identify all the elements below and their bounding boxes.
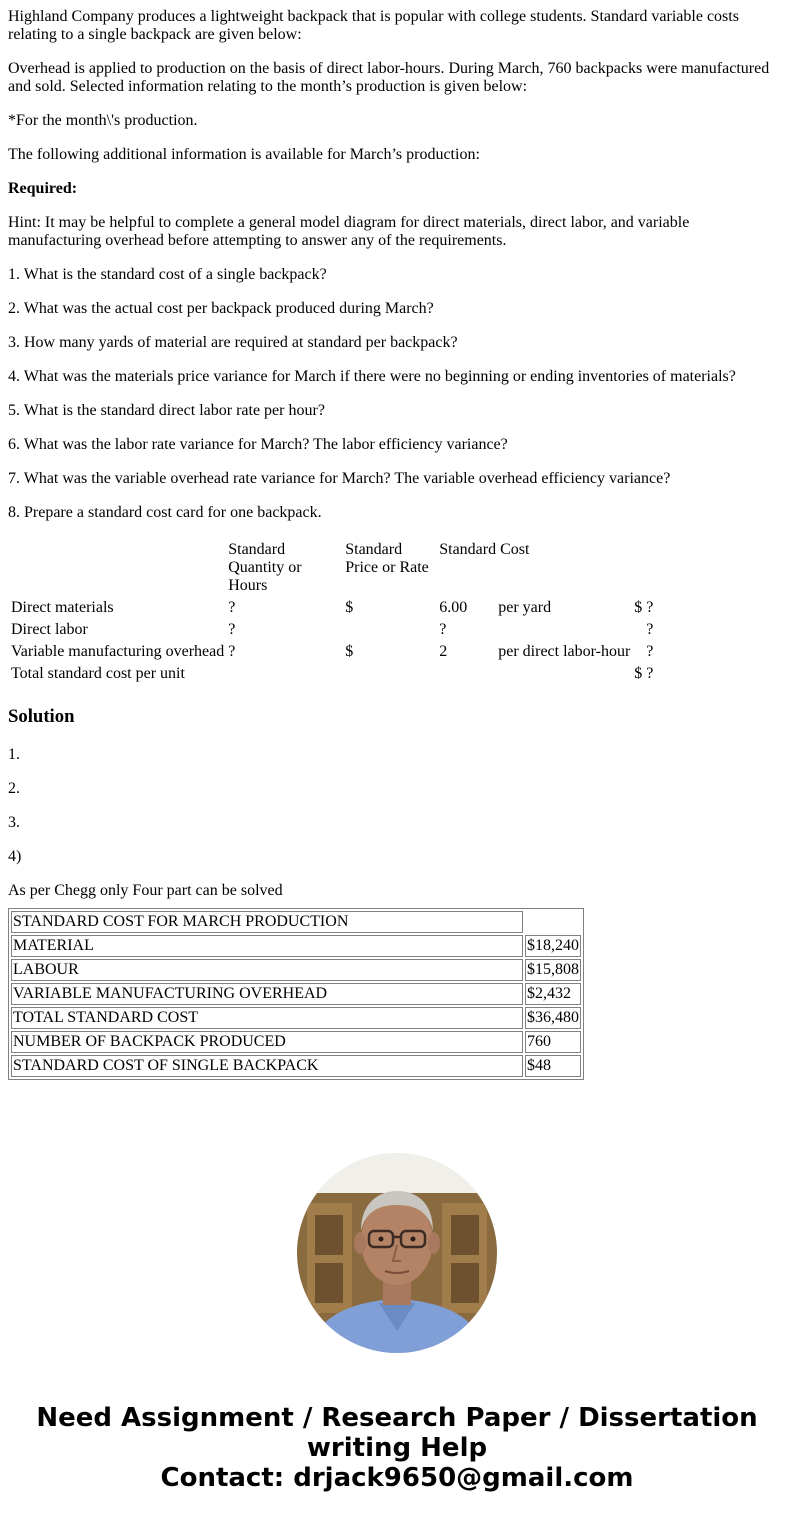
answer-3: 3. [8, 814, 20, 831]
question-6: 6. What was the labor rate variance for March? The labor efficiency variance? [8, 436, 508, 453]
row-price: 2 [439, 643, 448, 660]
row-cost: ? [646, 599, 654, 616]
answer-4: 4) [8, 848, 22, 865]
solution-note: As per Chegg only Four part can be solved [8, 882, 283, 899]
table-row [11, 1007, 581, 1029]
row-cost-symbol: $ [634, 665, 643, 682]
row-price-symbol: $ [345, 643, 354, 660]
summary-value: $36,480 [525, 1007, 581, 1029]
summary-label: NUMBER OF BACKPACK PRODUCED [11, 1031, 523, 1053]
cost-card-row [10, 620, 654, 640]
footnote: *For the month\'s production. [8, 112, 198, 129]
promo-line-2: writing Help [306, 1433, 488, 1463]
summary-value: 760 [525, 1031, 581, 1053]
row-unit: per direct labor-hour [498, 643, 631, 660]
summary-value: $48 [525, 1055, 581, 1077]
solution-heading: Solution [8, 706, 75, 727]
summary-value: $2,432 [525, 983, 581, 1005]
row-label: Total standard cost per unit [11, 665, 185, 682]
cost-card-row [10, 642, 654, 662]
row-cost-symbol [633, 620, 643, 640]
standard-cost-card-table [8, 538, 656, 686]
promo-banner [0, 1403, 794, 1493]
promo-contact: Contact: drjack9650@gmail.com [160, 1463, 634, 1493]
row-qty [227, 664, 342, 684]
header-standard-quantity: Standard Quantity or Hours [228, 541, 302, 594]
question-2: 2. What was the actual cost per backpack produced during March? [8, 300, 434, 317]
hint-paragraph: Hint: It may be helpful to complete a general model diagram for direct materials, direct labor, and variable manufacturing overhead before attempting to answer any of the requirements. [8, 214, 690, 249]
question-8: 8. Prepare a standard cost card for one backpack. [8, 504, 322, 521]
avatar [297, 1153, 497, 1353]
summary-label: STANDARD COST OF SINGLE BACKPACK [11, 1055, 523, 1077]
table-row [11, 1031, 581, 1053]
row-price: 6.00 [439, 599, 468, 616]
row-unit: per yard [498, 599, 552, 616]
intro-paragraph-4: The following additional information is available for March’s production: [8, 146, 480, 163]
table-row [11, 959, 581, 981]
intro-paragraph-2: Overhead is applied to production on the basis of direct labor-hours. During March, 760 backpacks were manufactured and sold. Selected information relating to the month’s production is given below: [8, 60, 770, 95]
question-3: 3. How many yards of material are required at standard per backpack? [8, 334, 458, 351]
row-qty: ? [228, 599, 236, 616]
cost-card-total-row [10, 664, 654, 684]
summary-label: LABOUR [11, 959, 523, 981]
promo-line-1: Need Assignment / Research Paper / Dissertation [36, 1403, 758, 1433]
row-price-symbol [344, 664, 436, 684]
row-cost-symbol [633, 642, 643, 662]
row-unit [497, 620, 631, 640]
row-cost-symbol: $ [634, 599, 643, 616]
question-1: 1. What is the standard cost of a single backpack? [8, 266, 327, 283]
row-qty: ? [228, 643, 236, 660]
question-5: 5. What is the standard direct labor rate per hour? [8, 402, 325, 419]
question-4: 4. What was the materials price variance for March if there were no beginning or ending inventories of materials? [8, 368, 736, 385]
standard-cost-summary-table [8, 908, 584, 1080]
row-label: Direct materials [11, 599, 114, 616]
row-price-symbol: $ [345, 599, 354, 616]
intro-paragraph-1: Highland Company produces a lightweight backpack that is popular with college students. Standard variable costs relating to a single backpack are given below: [8, 8, 739, 43]
summary-value: $15,808 [525, 959, 581, 981]
question-7: 7. What was the variable overhead rate variance for March? The variable overhead efficiency variance? [8, 470, 671, 487]
row-price [438, 664, 495, 684]
summary-label: MATERIAL [11, 935, 523, 957]
summary-label: VARIABLE MANUFACTURING OVERHEAD [11, 983, 523, 1005]
row-price: ? [439, 621, 447, 638]
row-cost: ? [646, 621, 654, 638]
row-label: Variable manufacturing overhead [11, 643, 225, 660]
table-row [11, 935, 581, 957]
row-cost: ? [646, 665, 654, 682]
row-price-symbol [344, 620, 436, 640]
summary-title: STANDARD COST FOR MARCH PRODUCTION [11, 911, 523, 933]
header-standard-price: Standard Price or Rate [345, 541, 429, 576]
table-row [11, 1055, 581, 1077]
summary-value: $18,240 [525, 935, 581, 957]
answer-1: 1. [8, 746, 20, 763]
cost-card-header-row [10, 540, 654, 596]
header-standard-cost: Standard Cost [439, 541, 530, 558]
tutor-portrait-image [297, 1153, 497, 1353]
answer-2: 2. [8, 780, 20, 797]
required-heading: Required: [8, 180, 78, 197]
summary-title-row [11, 911, 581, 933]
row-unit [497, 664, 631, 684]
cost-card-row [10, 598, 654, 618]
summary-label: TOTAL STANDARD COST [11, 1007, 523, 1029]
row-cost: ? [646, 643, 654, 660]
row-qty: ? [228, 621, 236, 638]
row-label: Direct labor [11, 621, 88, 638]
table-row [11, 983, 581, 1005]
